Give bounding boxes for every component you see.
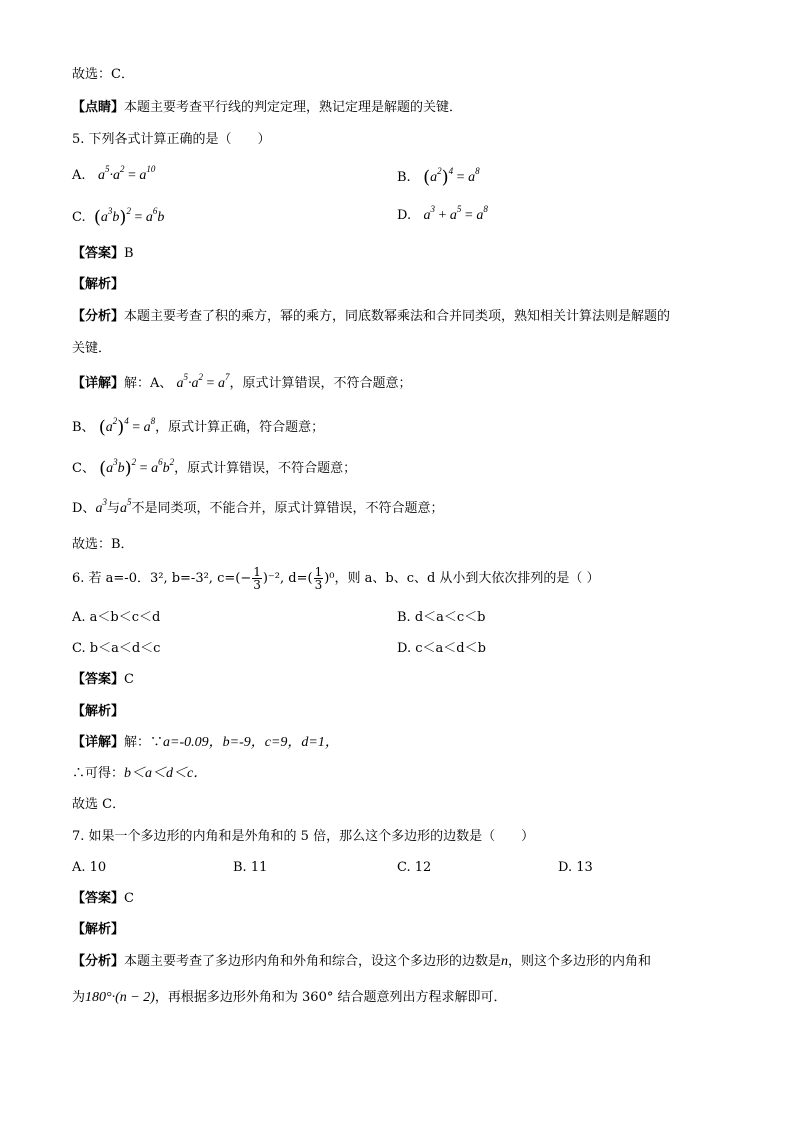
q5-detail-b: B、 $(a^2)^4 = a^8$，原式计算正确，符合题意； xyxy=(72,416,325,438)
q7-option-d: D. 13 xyxy=(558,860,593,875)
q5-option-b: B. $(a^2)^4 = a^8$ xyxy=(397,166,480,188)
q6-option-b: B. d＜a＜c＜b xyxy=(397,610,486,625)
q7-fenxi-1: 【分析】本题主要考查了多边形内角和外角和综合，设这个多边形的边数是n，则这个多边形的内角和 xyxy=(72,954,652,969)
conclusion-line: 故选：C． xyxy=(72,67,134,82)
question-7: 7. 如果一个多边形的内角和是外角和的 5 倍，那么这个多边形的边数是（ ） xyxy=(72,829,535,844)
q7-answer: 【答案】C xyxy=(72,891,134,906)
q5-option-d: D. $a^3 + a^5 = a^8$ xyxy=(397,204,488,223)
q5-option-c: C. $(a^3b)^2 = a^6b$ xyxy=(72,206,165,228)
q6-option-d: D. c＜a＜d＜b xyxy=(397,641,486,656)
q5-fenxi-1: 【分析】本题主要考查了积的乘方，幂的乘方，同底数幂乘法和合并同类项，熟知相关计算法则是解题的 xyxy=(72,309,671,324)
q6-detail-1: 【详解】解：∵a=-0.09，b=-9，c=9，d=1， xyxy=(72,735,339,750)
q5-detail-d: D、$a^3$与$a^5$不是同类项，不能合并，原式计算错误，不符合题意； xyxy=(72,497,444,516)
question-5: 5. 下列各式计算正确的是（ ） xyxy=(72,132,271,147)
q7-option-a: A. 10 xyxy=(72,860,107,875)
q7-jiexi: 【解析】 xyxy=(72,922,125,937)
q5-detail-c: C、 $(a^3b)^2 = a^6b^2$，原式计算错误，不符合题意； xyxy=(72,457,357,479)
q5-answer: 【答案】B xyxy=(72,246,134,261)
q6-option-a: A. a＜b＜c＜d xyxy=(72,610,161,625)
dianjing-line: 【点睛】本题主要考查平行线的判定定理，熟记定理是解题的关键． xyxy=(72,100,463,115)
q5-option-a: A. $a^5\cdot a^2 = a^{10}$ xyxy=(72,164,156,183)
q7-fenxi-2: 为180°·(n − 2)，再根据多边形外角和为 360° 结合题意列出方程求解即可． xyxy=(72,990,507,1005)
q6-end: 故选 C． xyxy=(72,797,126,812)
q6-answer: 【答案】C xyxy=(72,672,134,687)
q5-end: 故选：B． xyxy=(72,537,134,552)
q5-jiexi: 【解析】 xyxy=(72,277,125,292)
q7-option-c: C. 12 xyxy=(397,860,432,875)
q6-option-c: C. b＜a＜d＜c xyxy=(72,641,161,656)
q5-detail-a: 【详解】解：A、 $a^5\cdot a^2 = a^7$，原式计算错误，不符合题意； xyxy=(72,372,412,391)
q6-detail-2: ∴可得：b＜a＜d＜c． xyxy=(72,766,208,781)
q7-option-b: B. 11 xyxy=(233,860,268,875)
q6-jiexi: 【解析】 xyxy=(72,704,125,719)
q5-fenxi-2: 关键． xyxy=(72,341,112,356)
question-6: 6. 若 a=-0．3², b=-3², c=(− $\frac{1}{3}$ )⁻², d=( $\frac{1}{3}$ )⁰，则 a、b、c、d 从小到大依次排列的是（ ） xyxy=(72,565,600,592)
